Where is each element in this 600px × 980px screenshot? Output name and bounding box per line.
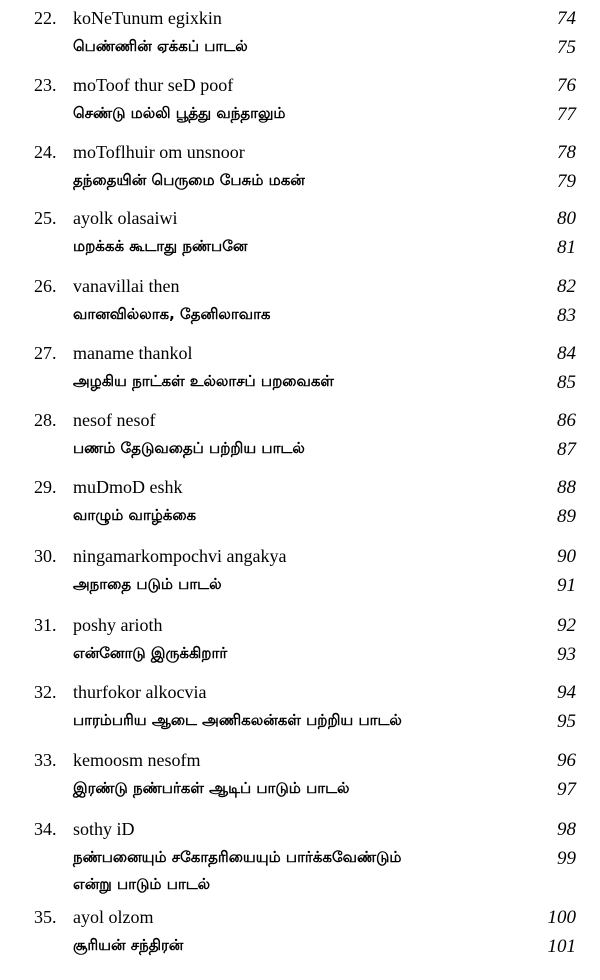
entry-subtitle: அழகிய நாட்கள் உல்லாசப் பறவைகள் — [73, 372, 334, 390]
page-number: 93 — [557, 644, 576, 665]
entry-title: poshy arioth — [73, 615, 163, 635]
entry-number: 35. — [34, 907, 57, 927]
entry-title: moToflhuir om unsnoor — [73, 142, 245, 162]
entry-number: 34. — [34, 819, 57, 839]
toc-entry-subtitle-line — [0, 37, 600, 63]
toc-entry-title-line — [0, 682, 600, 708]
entry-number: 30. — [34, 546, 57, 566]
entry-subtitle: நண்பனையும் சகோதரியையும் பார்க்கவேண்டும் — [73, 848, 402, 866]
page-number: 82 — [557, 276, 576, 297]
toc-entry-subtitle-line — [0, 305, 600, 331]
entry-subtitle: தந்தையின் பெருமை பேசும் மகன் — [73, 171, 305, 189]
toc-entry-title-line — [0, 8, 600, 34]
entry-subtitle: பணம் தேடுவதைப் பற்றிய பாடல் — [73, 439, 305, 457]
page-number: 85 — [557, 372, 576, 393]
toc-entry-title-line — [0, 142, 600, 168]
entry-number: 29. — [34, 477, 57, 497]
toc-entry-subtitle-line — [0, 506, 600, 532]
entry-subtitle: வாழும் வாழ்க்கை — [73, 506, 197, 524]
toc-entry-title-line — [0, 75, 600, 101]
toc-entry-subtitle-line — [0, 104, 600, 130]
page-number: 83 — [557, 305, 576, 326]
toc-entry-subtitle-line — [0, 711, 600, 737]
toc-entry-title-line — [0, 477, 600, 503]
page-number: 84 — [557, 343, 576, 364]
entry-number: 27. — [34, 343, 57, 363]
toc-entry-subtitle-line — [0, 439, 600, 465]
toc-entry-subtitle-line — [0, 848, 600, 874]
entry-title: kemoosm nesofm — [73, 750, 201, 770]
entry-number: 22. — [34, 8, 57, 28]
entry-title: koNeTunum egixkin — [73, 8, 222, 28]
page-number: 90 — [557, 546, 576, 567]
toc-entry-subtitle-line — [0, 644, 600, 670]
entry-title: ningamarkompochvi angakya — [73, 546, 287, 566]
page-number: 99 — [557, 848, 576, 869]
toc-entry-title-line — [0, 410, 600, 436]
entry-subtitle: என்னோடு இருக்கிறார் — [73, 644, 228, 662]
page-number: 97 — [557, 779, 576, 800]
page-number: 95 — [557, 711, 576, 732]
entry-subtitle: பாரம்பரிய ஆடை அணிகலன்கள் பற்றிய பாடல் — [73, 711, 402, 729]
entry-number: 28. — [34, 410, 57, 430]
toc-entry-subtitle-line — [0, 779, 600, 805]
page-number: 87 — [557, 439, 576, 460]
entry-number: 32. — [34, 682, 57, 702]
entry-title: moToof thur seD poof — [73, 75, 234, 95]
toc-entry-title-line — [0, 615, 600, 641]
entry-subtitle: இரண்டு நண்பர்கள் ஆடிப் பாடும் பாடல் — [73, 779, 350, 797]
toc-entry-subtitle-line — [0, 936, 600, 962]
entry-number: 25. — [34, 208, 57, 228]
entry-number: 33. — [34, 750, 57, 770]
toc-entry-subtitle-line — [0, 875, 600, 901]
entry-title: maname thankol — [73, 343, 193, 363]
toc-entry-title-line — [0, 907, 600, 933]
page-number: 98 — [557, 819, 576, 840]
page-number: 92 — [557, 615, 576, 636]
entry-title: muDmoD eshk — [73, 477, 183, 497]
page-number: 79 — [557, 171, 576, 192]
toc-entry-subtitle-line — [0, 171, 600, 197]
page-number: 88 — [557, 477, 576, 498]
entry-title: thurfokor alkocvia — [73, 682, 207, 702]
toc-entry-title-line — [0, 546, 600, 572]
page-number: 101 — [547, 936, 576, 957]
entry-number: 24. — [34, 142, 57, 162]
page-number: 74 — [557, 8, 576, 29]
entry-title: vanavillai then — [73, 276, 180, 296]
entry-number: 31. — [34, 615, 57, 635]
entry-title: sothy iD — [73, 819, 135, 839]
page-number: 96 — [557, 750, 576, 771]
toc-entry-title-line — [0, 819, 600, 845]
entry-subtitle: அநாதை படும் பாடல் — [73, 575, 222, 593]
entry-subtitle: என்று பாடும் பாடல் — [73, 875, 211, 893]
page-number: 77 — [557, 104, 576, 125]
page-number: 76 — [557, 75, 576, 96]
toc-entry-title-line — [0, 276, 600, 302]
toc-entry-title-line — [0, 343, 600, 369]
entry-title: nesof nesof — [73, 410, 156, 430]
entry-subtitle: சூரியன் சந்திரன் — [73, 936, 184, 954]
page-number: 100 — [547, 907, 576, 928]
entry-subtitle: வானவில்லாக, தேனிலாவாக — [73, 305, 271, 323]
entry-subtitle: செண்டு மல்லி பூத்து வந்தாலும் — [73, 104, 286, 122]
page-number: 91 — [557, 575, 576, 596]
toc-entry-subtitle-line — [0, 237, 600, 263]
page-number: 94 — [557, 682, 576, 703]
entry-subtitle: பெண்ணின் ஏக்கப் பாடல் — [73, 37, 248, 55]
entry-number: 23. — [34, 75, 57, 95]
page-number: 80 — [557, 208, 576, 229]
page-number: 78 — [557, 142, 576, 163]
entry-title: ayolk olasaiwi — [73, 208, 178, 228]
page-number: 75 — [557, 37, 576, 58]
page-number: 81 — [557, 237, 576, 258]
entry-title: ayol olzom — [73, 907, 154, 927]
toc-entry-subtitle-line — [0, 575, 600, 601]
entry-number: 26. — [34, 276, 57, 296]
toc-entry-title-line — [0, 208, 600, 234]
toc-entry-subtitle-line — [0, 372, 600, 398]
page-number: 86 — [557, 410, 576, 431]
toc-entry-title-line — [0, 750, 600, 776]
page-number: 89 — [557, 506, 576, 527]
entry-subtitle: மறக்கக் கூடாது நண்பனே — [73, 237, 248, 255]
